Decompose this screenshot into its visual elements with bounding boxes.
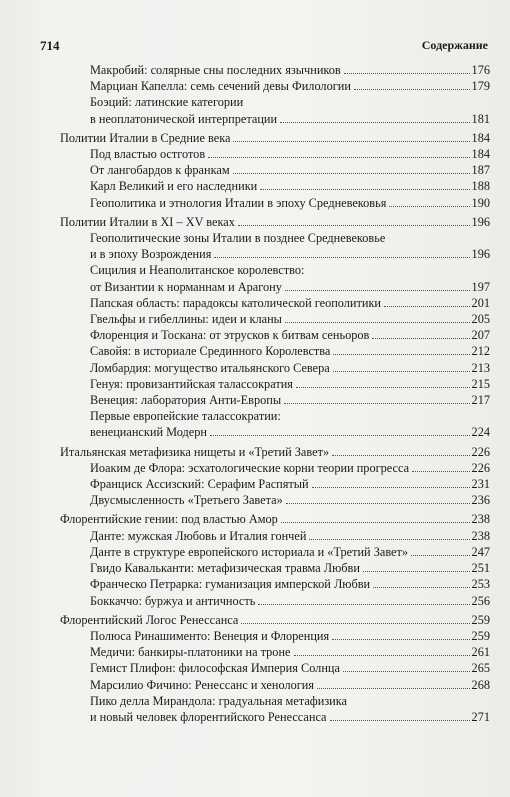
entry-title: Медичи: банкиры-платоники на троне bbox=[90, 645, 291, 660]
dot-leader bbox=[214, 257, 469, 258]
toc-entry bbox=[0, 544, 510, 560]
dot-leader bbox=[281, 522, 470, 523]
toc-entry bbox=[0, 460, 510, 476]
entry-title: Венеция: лаборатория Анти-Европы bbox=[90, 393, 282, 408]
toc-entry bbox=[0, 62, 510, 78]
dot-leader bbox=[210, 435, 470, 436]
entry-title: Геополитические зоны Италии в позднее Средневековье bbox=[90, 231, 386, 246]
toc-entry bbox=[0, 660, 510, 676]
toc-entry bbox=[0, 392, 510, 408]
entry-page-number: 224 bbox=[471, 425, 490, 440]
entry-title: венецианский Модерн bbox=[90, 425, 207, 440]
page-number: 714 bbox=[40, 38, 60, 53]
toc-entry bbox=[0, 492, 510, 508]
dot-leader bbox=[332, 639, 469, 640]
dot-leader bbox=[241, 623, 469, 624]
toc-entry bbox=[0, 677, 510, 693]
entry-title: Боэций: латинские категории bbox=[90, 95, 244, 110]
entry-page-number: 265 bbox=[471, 661, 490, 676]
entry-page-number: 181 bbox=[471, 111, 490, 126]
entry-title: Франческо Петрарка: гуманизация имперской Любви bbox=[90, 577, 371, 592]
entry-title: Гвельфы и гибеллины: идеи и кланы bbox=[90, 312, 282, 327]
dot-leader bbox=[363, 571, 470, 572]
toc-entry bbox=[0, 476, 510, 492]
dot-leader bbox=[333, 354, 469, 355]
table-of-contents bbox=[0, 62, 510, 725]
toc-entry bbox=[0, 94, 510, 126]
dot-leader bbox=[333, 371, 470, 372]
entry-title: От лангобардов к франкам bbox=[90, 163, 230, 178]
entry-page-number: 187 bbox=[471, 163, 490, 178]
toc-section bbox=[0, 612, 510, 628]
entry-title: Франциск Ассизский: Серафим Распятый bbox=[90, 477, 309, 492]
entry-page-number: 196 bbox=[471, 247, 490, 262]
toc-entry bbox=[0, 528, 510, 544]
dot-leader bbox=[286, 503, 470, 504]
entry-title: Боккаччо: буржуа и античность bbox=[90, 593, 256, 608]
dot-leader bbox=[343, 671, 470, 672]
entry-title: Папская область: парадоксы католической геополитики bbox=[90, 295, 382, 310]
entry-page-number: 253 bbox=[471, 577, 490, 592]
toc-entry bbox=[0, 576, 510, 592]
toc-entry bbox=[0, 311, 510, 327]
entry-page-number: 188 bbox=[471, 179, 490, 194]
toc-entry bbox=[0, 343, 510, 359]
entry-title: Двусмысленность «Третьего Завета» bbox=[90, 493, 283, 508]
entry-title: Первые европейские талассократии: bbox=[90, 409, 281, 424]
entry-title: Карл Великий и его наследники bbox=[90, 179, 258, 194]
entry-title: Марциан Капелла: семь сечений девы Филологии bbox=[90, 79, 351, 94]
dot-leader bbox=[260, 189, 469, 190]
entry-title: Под властью остготов bbox=[90, 147, 206, 162]
entry-page-number: 236 bbox=[471, 493, 490, 508]
toc-entry bbox=[0, 230, 510, 262]
dot-leader bbox=[233, 141, 469, 142]
entry-title: Ломбардия: могущество итальянского Севера bbox=[90, 360, 330, 375]
entry-page-number: 247 bbox=[471, 544, 490, 559]
entry-title: Гемист Плифон: философская Империя Солнца bbox=[90, 661, 340, 676]
toc-section bbox=[0, 214, 510, 230]
running-header bbox=[40, 38, 488, 56]
entry-title: Политии Италии в Средние века bbox=[60, 130, 231, 145]
entry-page-number: 207 bbox=[471, 328, 490, 343]
entry-page-number: 190 bbox=[471, 195, 490, 210]
entry-page-number: 196 bbox=[471, 214, 490, 229]
entry-page-number: 226 bbox=[471, 444, 490, 459]
dot-leader bbox=[280, 122, 469, 123]
entry-page-number: 197 bbox=[471, 279, 490, 294]
toc-entry bbox=[0, 628, 510, 644]
entry-title: Флоренция и Тоскана: от этрусков к битвам сеньоров bbox=[90, 328, 370, 343]
entry-page-number: 231 bbox=[471, 477, 490, 492]
entry-page-number: 256 bbox=[471, 593, 490, 608]
toc-entry bbox=[0, 78, 510, 94]
entry-title: Данте: мужская Любовь и Италия гончей bbox=[90, 528, 307, 543]
toc-section bbox=[0, 511, 510, 527]
dot-leader bbox=[208, 157, 469, 158]
dot-leader bbox=[312, 487, 470, 488]
toc-entry bbox=[0, 146, 510, 162]
entry-page-number: 271 bbox=[471, 709, 490, 724]
dot-leader bbox=[233, 173, 470, 174]
toc-section bbox=[0, 444, 510, 460]
toc-entry bbox=[0, 178, 510, 194]
entry-title: Генуя: провизантийская талассократия bbox=[90, 376, 293, 391]
entry-title: и в эпоху Возрождения bbox=[90, 247, 212, 262]
entry-page-number: 215 bbox=[471, 376, 490, 391]
toc-entry bbox=[0, 644, 510, 660]
entry-page-number: 176 bbox=[471, 63, 490, 77]
entry-page-number: 184 bbox=[471, 147, 490, 162]
dot-leader bbox=[373, 587, 469, 588]
entry-page-number: 268 bbox=[471, 677, 490, 692]
entry-page-number: 259 bbox=[471, 628, 490, 643]
dot-leader bbox=[332, 455, 469, 456]
dot-leader bbox=[258, 604, 469, 605]
entry-page-number: 212 bbox=[471, 344, 490, 359]
dot-leader bbox=[412, 471, 469, 472]
toc-entry bbox=[0, 195, 510, 211]
toc-entry bbox=[0, 262, 510, 294]
dot-leader bbox=[285, 322, 470, 323]
entry-title: Марсилио Фичино: Ренессанс и хенология bbox=[90, 677, 315, 692]
entry-title: в неоплатонической интерпретации bbox=[90, 111, 278, 126]
entry-title: Геополитика и этнология Италии в эпоху Средневековья bbox=[90, 195, 387, 210]
dot-leader bbox=[411, 555, 470, 556]
entry-title: Итальянская метафизика нищеты и «Третий Завет» bbox=[60, 444, 330, 459]
entry-title: от Византии к норманнам и Арагону bbox=[90, 279, 282, 294]
dot-leader bbox=[389, 206, 469, 207]
entry-page-number: 217 bbox=[471, 393, 490, 408]
entry-page-number: 226 bbox=[471, 460, 490, 475]
dot-leader bbox=[344, 73, 470, 74]
entry-page-number: 201 bbox=[471, 295, 490, 310]
entry-title: Савойя: в историале Срединного Королевства bbox=[90, 344, 331, 359]
dot-leader bbox=[384, 306, 470, 307]
dot-leader bbox=[330, 720, 470, 721]
entry-page-number: 251 bbox=[471, 561, 490, 576]
dot-leader bbox=[285, 290, 470, 291]
section-title: Содержание bbox=[421, 38, 488, 52]
dot-leader bbox=[238, 225, 470, 226]
toc-entry bbox=[0, 693, 510, 725]
dot-leader bbox=[296, 387, 470, 388]
entry-title: Флорентийский Логос Ренессанса bbox=[60, 612, 239, 627]
dot-leader bbox=[317, 688, 470, 689]
entry-title: Макробий: солярные сны последних язычников bbox=[90, 63, 341, 77]
entry-title: Полюса Ринашименто: Венеция и Флоренция bbox=[90, 628, 330, 643]
entry-title: и новый человек флорентийского Ренессанса bbox=[90, 709, 327, 724]
entry-title: Иоаким де Флора: эсхатологические корни теории прогресса bbox=[90, 460, 410, 475]
entry-title: Сицилия и Неаполитанское королевство: bbox=[90, 263, 305, 278]
toc-entry bbox=[0, 560, 510, 576]
toc-entry bbox=[0, 360, 510, 376]
entry-title: Данте в структуре европейского историала и «Третий Завет» bbox=[90, 544, 409, 559]
entry-page-number: 238 bbox=[471, 528, 490, 543]
dot-leader bbox=[294, 655, 470, 656]
toc-entry bbox=[0, 408, 510, 440]
entry-title: Политии Италии в XI – XV веках bbox=[60, 214, 235, 229]
toc-entry bbox=[0, 593, 510, 609]
entry-page-number: 213 bbox=[471, 360, 490, 375]
toc-entry bbox=[0, 327, 510, 343]
entry-page-number: 179 bbox=[471, 79, 490, 94]
entry-page-number: 261 bbox=[471, 645, 490, 660]
dot-leader bbox=[284, 403, 469, 404]
dot-leader bbox=[309, 539, 469, 540]
entry-page-number: 205 bbox=[471, 312, 490, 327]
entry-title: Гвидо Кавальканти: метафизическая травма Любви bbox=[90, 561, 360, 576]
entry-page-number: 238 bbox=[471, 512, 490, 527]
dot-leader bbox=[354, 89, 470, 90]
toc-section bbox=[0, 130, 510, 146]
toc-entry bbox=[0, 162, 510, 178]
entry-title: Флорентийские гении: под властью Амор bbox=[60, 512, 278, 527]
entry-page-number: 184 bbox=[471, 130, 490, 145]
toc-entry bbox=[0, 295, 510, 311]
entry-page-number: 259 bbox=[471, 612, 490, 627]
entry-title: Пико делла Мирандола: градуальная метафизика bbox=[90, 693, 348, 708]
dot-leader bbox=[372, 338, 469, 339]
toc-entry bbox=[0, 376, 510, 392]
